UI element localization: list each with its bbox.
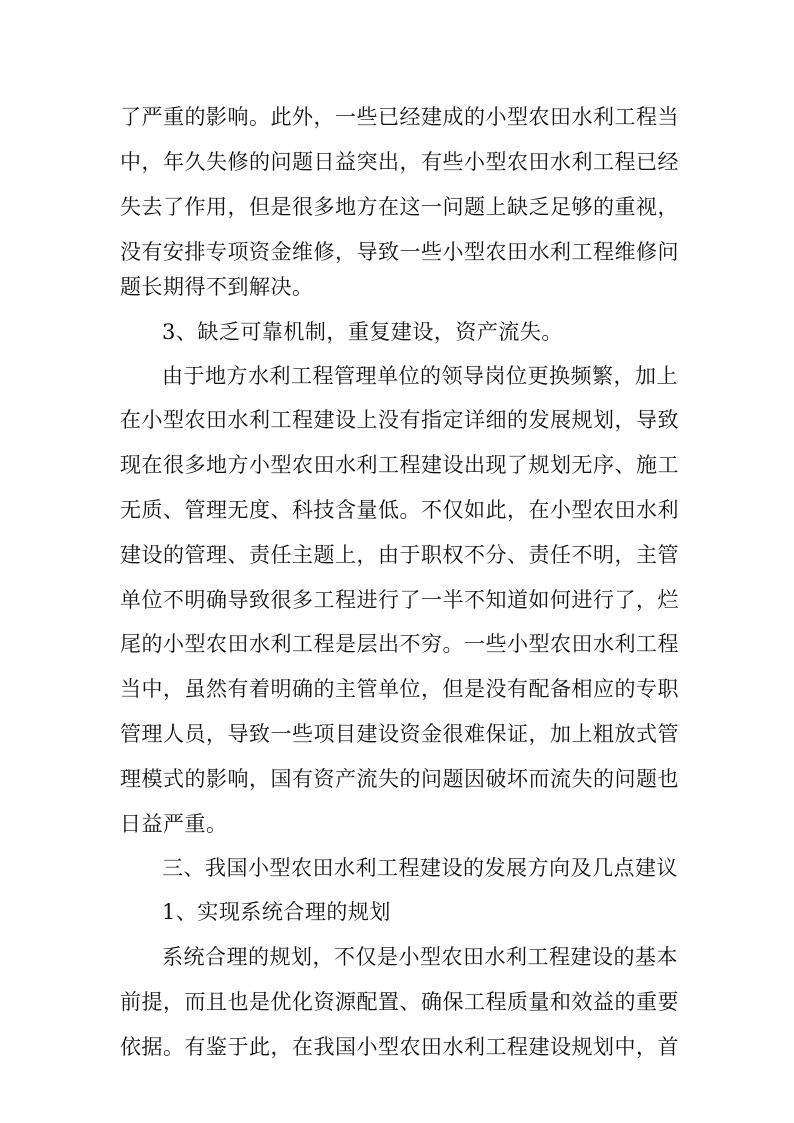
section-heading: 三、我国小型农田水利工程建设的发展方向及几点建议 — [162, 856, 678, 880]
text-line: 尾的小型农田水利工程是层出不穷。一些小型农田水利工程 — [120, 632, 679, 656]
text-line: 失去了作用，但是很多地方在这一问题上缺乏足够的重视， — [120, 195, 679, 219]
subsection-heading: 1、实现系统合理的规划 — [162, 900, 391, 924]
text-line: 管理人员，导致一些项目建设资金很难保证，加上粗放式管 — [120, 722, 679, 746]
text-line: 题长期得不到解决。 — [120, 275, 314, 299]
text-line: 没有安排专项资金维修，导致一些小型农田水利工程维修问 — [120, 240, 679, 264]
text-line: 无质、管理无度、科技含量低。不仅如此，在小型农田水利 — [120, 498, 679, 522]
text-line: 当中，虽然有着明确的主管单位，但是没有配备相应的专职 — [120, 677, 679, 701]
text-line: 前提，而且也是优化资源配置、确保工程质量和效益的重要 — [120, 990, 679, 1014]
text-line: 由于地方水利工程管理单位的领导岗位更换频繁，加上 — [162, 364, 678, 388]
text-line: 建设的管理、责任主题上，由于职权不分、责任不明，主管 — [120, 543, 679, 567]
text-line: 依据。有鉴于此，在我国小型农田水利工程建设规划中，首 — [120, 1035, 679, 1059]
text-line: 日益严重。 — [120, 812, 228, 836]
text-line: 了严重的影响。此外，一些已经建成的小型农田水利工程当 — [120, 105, 679, 129]
text-line: 理模式的影响，国有资产流失的问题因破坏而流失的问题也 — [120, 767, 679, 791]
text-line: 现在很多地方小型农田水利工程建设出现了规划无序、施工 — [120, 453, 679, 477]
text-line: 中，年久失修的问题日益突出，有些小型农田水利工程已经 — [120, 150, 679, 174]
text-line: 系统合理的规划，不仅是小型农田水利工程建设的基本 — [162, 945, 678, 969]
text-line: 单位不明确导致很多工程进行了一半不知道如何进行了，烂 — [120, 588, 679, 612]
section-heading: 3、缺乏可靠机制，重复建设，资产流失。 — [162, 320, 563, 344]
text-line: 在小型农田水利工程建设上没有指定详细的发展规划，导致 — [120, 408, 679, 432]
